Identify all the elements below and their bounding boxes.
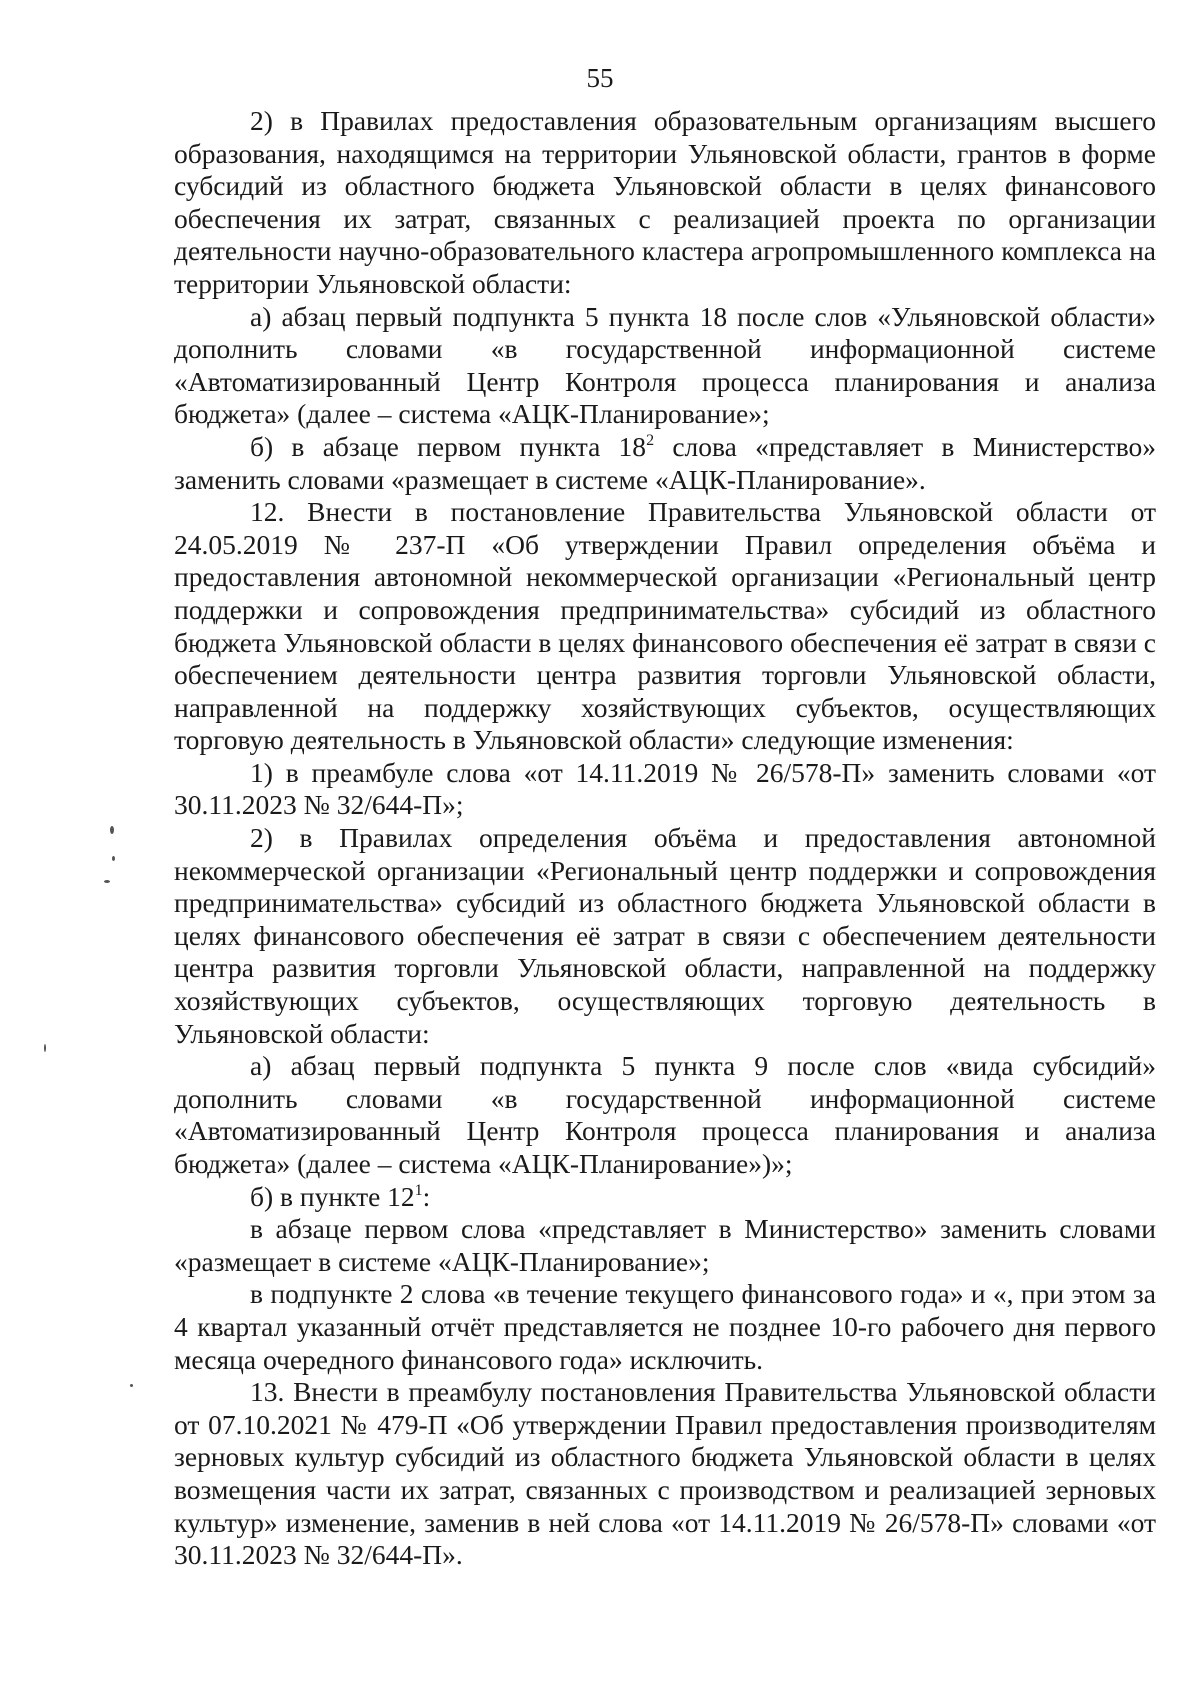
- paragraph-item-13: 13. Внести в преамбулу постановления Правительства Ульяновской области от 07.10.2021 № 479-П «Об утверждении Правил предоставления производителям зерновых культур субсидий из областного бюджета Ульяновской области в целях возмещения части их затрат, связанных с производством и реализацией зерновых культур» изменение, заменив в ней слова «от 14.11.2019 № 26/578-П» словами «от 30.11.2023 № 32/644-П».: [174, 1376, 1156, 1571]
- paragraph-subitem-a-grants: а) абзац первый подпункта 5 пункта 18 после слов «Ульяновской области» дополнить словами «в государственной информационной системе «Автоматизированный Центр Контроля процесса планирования и анализа бюджета» (далее – система «АЦК-Планирование»;: [174, 300, 1156, 430]
- paragraph-text-after-sup: :: [422, 1180, 431, 1212]
- paragraph-subpoint-2-change: в подпункте 2 слова «в течение текущего финансового года» и «, при этом за 4 квартал указанный отчёт представляется не позднее 10-го рабочего дня первого месяца очередного финансового года» исключить.: [174, 1278, 1156, 1375]
- paragraph-text-before-sup: б) в пункте 12: [250, 1180, 415, 1212]
- paragraph-text-before-sup: б) в абзаце первом пункта 18: [250, 430, 647, 462]
- paragraph-subitem-b-grants: [174, 431, 1156, 496]
- page-number: 55: [586, 63, 614, 93]
- paragraph-rules-grants: 2) в Правилах предоставления образовательным организациям высшего образования, находящимся на территории Ульяновской области, грантов в форме субсидий из областного бюджета Ульяновской области в целях финансового обеспечения их затрат, связанных с реализацией проекта по организации деятельности научно-образовательного кластера агропромышленного комплекса на территории Ульяновской области:: [174, 105, 1156, 299]
- scan-speck: [130, 1384, 133, 1387]
- superscript: 1: [414, 1181, 423, 1199]
- paragraph-rules-subsidies: 2) в Правилах определения объёма и предоставления автономной некоммерческой организации «Региональный центр поддержки и сопровождения предпринимательства» субсидий из областного бюджета Ульяновской области в целях финансового обеспечения её затрат в связи с обеспечением деятельности центра развития торговли Ульяновской области, направленной на поддержку хозяйствующих субъектов, осуществляющих торговую деятельность в Ульяновской области:: [174, 822, 1156, 1049]
- scan-speck: [112, 856, 115, 861]
- scan-speck: [104, 880, 110, 883]
- superscript: 2: [646, 431, 655, 449]
- document-body: [174, 105, 1156, 1572]
- paragraph-text-after-sup: слова «представляет в Министерство» заменить словами «размещает в системе «АЦК-Планирование».: [174, 430, 1157, 495]
- paragraph-first-abzac-change: в абзаце первом слова «представляет в Министерство» заменить словами «размещает в системе «АЦК-Планирование»;: [174, 1213, 1156, 1277]
- paragraph-subitem-a-subsidies: а) абзац первый подпункта 5 пункта 9 после слов «вида субсидий» дополнить словами «в государственной информационной системе «Автоматизированный Центр Контроля процесса планирования и анализа бюджета» (далее – система «АЦК-Планирование»)»;: [174, 1050, 1156, 1179]
- scan-speck: [110, 826, 114, 834]
- paragraph-subitem-b-subsidies: [174, 1181, 1156, 1214]
- scan-speck: [44, 1044, 46, 1052]
- paragraph-item-12: 12. Внести в постановление Правительства Ульяновской области от 24.05.2019 № 237-П «Об утверждении Правил определения объёма и предоставления автономной некоммерческой организации «Региональный центр поддержки и сопровождения предпринимательства» субсидий из областного бюджета Ульяновской области в целях финансового обеспечения её затрат в связи с обеспечением деятельности центра развития торговли Ульяновской области, направленной на поддержку хозяйствующих субъектов, осуществляющих торговую деятельность в Ульяновской области» следующие изменения:: [174, 496, 1156, 756]
- paragraph-preamble-change: 1) в преамбуле слова «от 14.11.2019 № 26/578-П» заменить словами «от 30.11.2023 № 32/644-П»;: [174, 756, 1156, 821]
